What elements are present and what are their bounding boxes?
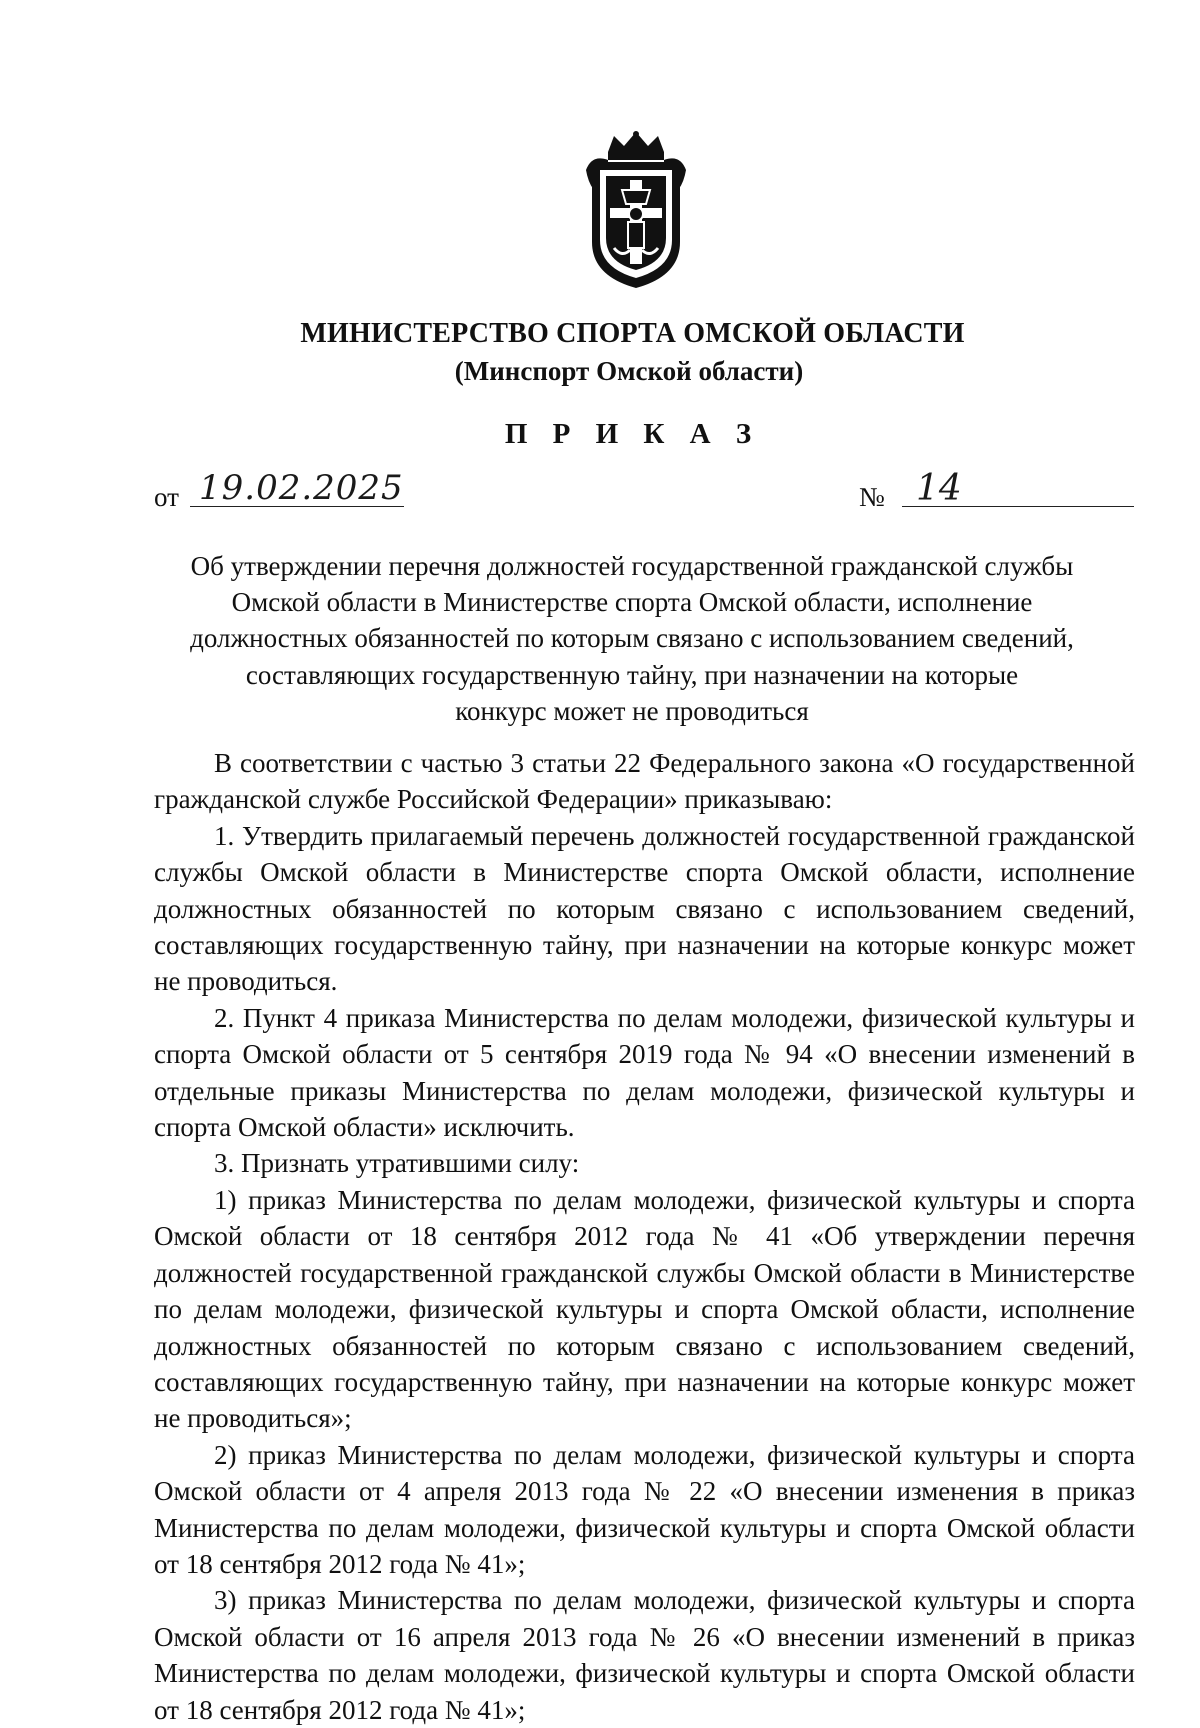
handwritten-number: 14 — [916, 468, 962, 509]
subject-line: конкурс может не проводиться — [455, 695, 809, 726]
number-label: № — [859, 482, 885, 512]
org-title: МИНИСТЕРСТВО СПОРТА ОМСКОЙ ОБЛАСТИ — [300, 318, 965, 349]
paragraph-3-item-1: 1) приказ Министерства по делам молодежи, физической культуры и спорта Омской области от 18 сентября 2012 года № 41 «Об утверждении перечня должностей государственной гражданской службы Омской области в Министерстве по делам молодежи, физической культуры и спорта Омской области, исполнение должностных обязанностей по которым связано с использованием сведений, составляющих государственную тайну, при назначении на которые конкурс может не проводиться»; — [154, 1184, 1135, 1434]
date-number-row — [154, 468, 1134, 514]
document-type: П Р И К А З — [504, 418, 761, 450]
paragraph-3-item-2: 2) приказ Министерства по делам молодежи, физической культуры и спорта Омской области от 4 апреля 2013 года № 22 «О внесении изменения в приказ Министерства по делам молодежи, физической культуры и спорта Омской области от 18 сентября 2012 года № 41»; — [154, 1439, 1135, 1579]
subject-line: составляющих государственную тайну, при назначении на которые — [245, 659, 1019, 690]
date-label: от — [154, 482, 179, 512]
paragraph-3: 3. Признать утратившими силу: — [214, 1148, 580, 1179]
subject-line: Омской области в Министерстве спорта Омской области, исполнение — [231, 587, 1033, 618]
paragraph-1: 1. Утвердить прилагаемый перечень должностей государственной гражданской службы Омской области в Министерстве спорта Омской области, исполнение должностных обязанностей по которым связано с использованием сведений, составляющих государственную тайну, при назначении на которые конкурс может не проводиться. — [154, 820, 1135, 997]
paragraph-3-item-3: 3) приказ Министерства по делам молодежи, физической культуры и спорта Омской области от 16 апреля 2013 года № 26 «О внесении изменений в приказ Министерства по делам молодежи, физической культуры и спорта Омской области от 18 сентября 2012 года № 41»; — [154, 1585, 1135, 1725]
document-subject — [170, 548, 1094, 729]
subject-line: должностных обязанностей по которым связано с использованием сведений, — [190, 623, 1074, 654]
intro-paragraph: В соответствии с частью 3 статьи 22 Федерального закона «О государственной гражданской службе Российской Федерации» приказываю: — [154, 748, 1135, 815]
org-short-name: (Минспорт Омской области) — [454, 356, 804, 386]
handwritten-date: 19.02.2025 — [199, 468, 404, 508]
document-body — [154, 745, 1135, 1728]
subject-line: Об утверждении перечня должностей государственной гражданской службы — [190, 551, 1074, 581]
coat-of-arms-icon — [578, 130, 694, 290]
paragraph-2: 2. Пункт 4 приказа Министерства по делам молодежи, физической культуры и спорта Омской области от 5 сентября 2019 года № 94 «О внесении изменений в отдельные приказы Министерства по делам молодежи, физической культуры и спорта Омской области» исключить. — [154, 1002, 1135, 1143]
